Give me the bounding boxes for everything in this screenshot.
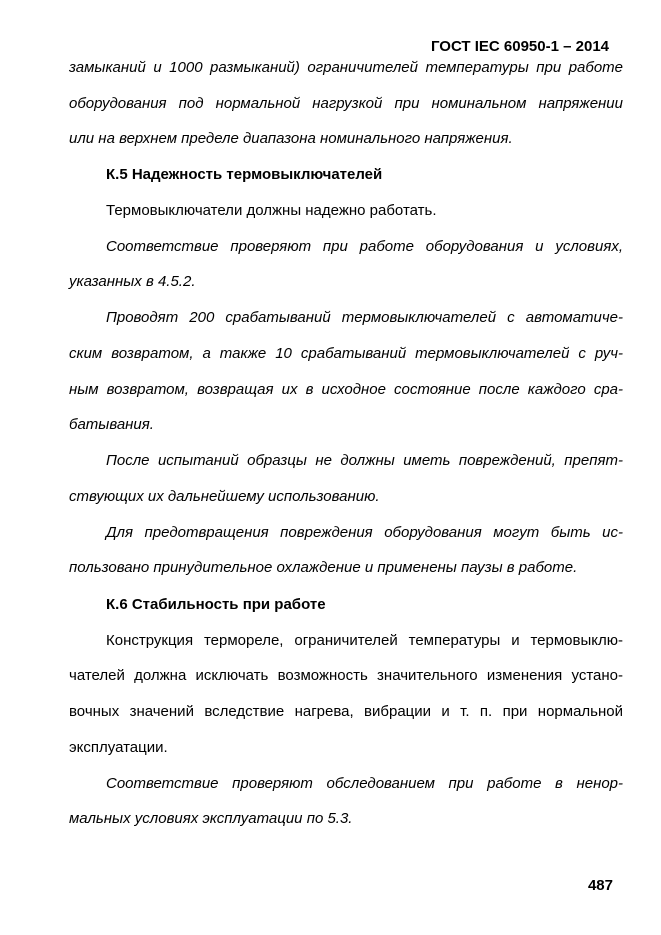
text-line: эксплуатации. (69, 739, 168, 756)
text-line: батывания. (69, 416, 154, 433)
text-line: вочных значений вследствие нагрева, вибрации и т. п. при нормальной (69, 703, 623, 720)
text-line: Для предотвращения повреждения оборудования могут быть ис- (106, 524, 623, 541)
text-line: мальных условиях эксплуатации по 5.3. (69, 810, 353, 827)
text-line: После испытаний образцы не должны иметь повреждений, препят- (106, 452, 623, 469)
section-heading-k5: К.5 Надежность термовыключателей (106, 166, 383, 183)
text-line: ским возвратом, а также 10 срабатываний термовыключателей с руч- (69, 345, 623, 362)
text-line: Конструкция термореле, ограничителей температуры и термовыклю- (106, 632, 623, 649)
text-line: пользовано принудительное охлаждение и применены паузы в работе. (69, 559, 578, 576)
text-line: Проводят 200 срабатываний термовыключателей с автоматиче- (106, 309, 623, 326)
section-heading-k6: К.6 Стабильность при работе (106, 596, 326, 613)
text-line: Соответствие проверяют обследованием при работе в ненор- (106, 775, 623, 792)
text-line: Термовыключатели должны надежно работать. (106, 202, 437, 219)
text-line: ным возвратом, возвращая их в исходное состояние после каждого сра- (69, 381, 623, 398)
text-line: оборудования под нормальной нагрузкой при номинальном напряжении (69, 95, 623, 112)
text-line: замыканий и 1000 размыканий) ограничителей температуры при работе (69, 59, 623, 76)
document-header: ГОСТ IEC 60950-1 – 2014 (430, 38, 609, 55)
text-line: указанных в 4.5.2. (69, 273, 196, 290)
text-line: чателей должна исключать возможность значительного изменения устано- (69, 667, 623, 684)
text-line: или на верхнем пределе диапазона номинального напряжения. (69, 130, 513, 147)
text-line: Соответствие проверяют при работе оборудования и условиях, (106, 238, 623, 255)
text-line: ствующих их дальнейшему использованию. (69, 488, 380, 505)
page-number: 487 (587, 877, 613, 894)
